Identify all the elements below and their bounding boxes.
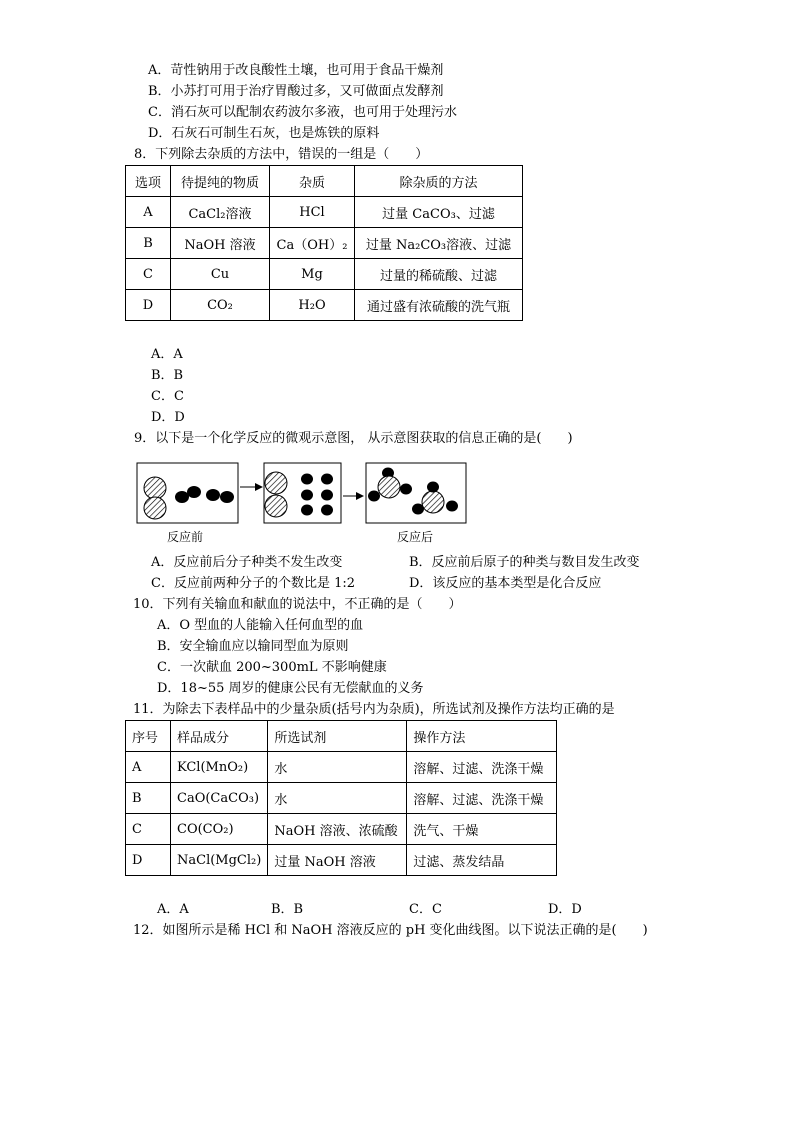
table-cell: 水 (268, 752, 407, 783)
q8-option-a: A．A (151, 347, 183, 362)
table-cell: B (126, 783, 171, 814)
table-header-cell: 除杂质的方法 (355, 166, 523, 197)
q8-table (125, 165, 523, 321)
table-cell: HCl (270, 197, 355, 228)
table-cell: NaCl(MgCl₂) (171, 845, 268, 876)
q7-option-c: C．消石灰可以配制农药波尔多液，也可用于处理污水 (148, 105, 457, 120)
caption-after: 反应后 (397, 530, 434, 544)
table-cell: NaOH 溶液、浓硫酸 (268, 814, 407, 845)
table-cell: H₂O (270, 290, 355, 321)
table-cell: 水 (268, 783, 407, 814)
table-header-cell: 操作方法 (407, 721, 557, 752)
q7-option-d: D．石灰石可制生石灰，也是炼铁的原料 (148, 126, 380, 141)
q8-option-b: B．B (151, 368, 184, 383)
table-cell: CO₂ (171, 290, 270, 321)
table-header-cell: 样品成分 (171, 721, 268, 752)
after-reaction-box (366, 463, 466, 523)
table-cell: A (126, 197, 171, 228)
table-cell: D (126, 845, 171, 876)
table-cell: D (126, 290, 171, 321)
q9-option-b: B．反应前后原子的种类与数目发生改变 (409, 555, 640, 570)
table-cell: CO(CO₂) (171, 814, 268, 845)
table-cell: CaO(CaCO₃) (171, 783, 268, 814)
before-reaction-box (137, 463, 238, 523)
q7-option-a: A．苛性钠用于改良酸性土壤，也可用于食品干燥剂 (148, 63, 444, 78)
q10-option-a: A．O 型血的人能输入任何血型的血 (157, 618, 364, 633)
table-cell: A (126, 752, 171, 783)
q11-option-b: B．B (271, 902, 304, 917)
table-header-cell: 选项 (126, 166, 171, 197)
table-cell: 过量 CaCO₃、过滤 (355, 197, 523, 228)
q9-option-c: C．反应前两种分子的个数比是 1:2 (151, 576, 356, 591)
table-cell: C (126, 814, 171, 845)
table-row (126, 845, 557, 876)
q11-table (125, 720, 557, 876)
table-row (126, 259, 523, 290)
table-cell: NaOH 溶液 (171, 228, 270, 259)
table-header-cell: 杂质 (270, 166, 355, 197)
table-row (126, 814, 557, 845)
table-cell: 过量的稀硫酸、过滤 (355, 259, 523, 290)
table-cell: 溶解、过滤、洗涤干燥 (407, 752, 557, 783)
q11-option-a: A．A (157, 902, 189, 917)
table-cell: 过滤、蒸发结晶 (407, 845, 557, 876)
q11-option-d: D．D (548, 902, 582, 917)
q11-option-c: C．C (409, 902, 442, 917)
table-header-row (126, 721, 557, 752)
q12-stem: 12．如图所示是稀 HCl 和 NaOH 溶液反应的 pH 变化曲线图。以下说法正确的是( ) (133, 923, 648, 938)
table-cell: 洗气、干燥 (407, 814, 557, 845)
q8-option-d: D．D (151, 410, 185, 425)
q11-stem: 11．为除去下表样品中的少量杂质(括号内为杂质)，所选试剂及操作方法均正确的是 (133, 702, 615, 717)
table-cell: Ca（OH）₂ (270, 228, 355, 259)
table-cell: KCl(MnO₂) (171, 752, 268, 783)
q9-stem: 9．以下是一个化学反应的微观示意图， 从示意图获取的信息正确的是( ) (134, 431, 573, 446)
table-cell: 溶解、过滤、洗涤干燥 (407, 783, 557, 814)
q7-option-b: B．小苏打可用于治疗胃酸过多，又可做面点发酵剂 (148, 84, 444, 99)
table-cell: Mg (270, 259, 355, 290)
table-header-row (126, 166, 523, 197)
q10-stem: 10．下列有关输血和献血的说法中，不正确的是（ ） (133, 597, 462, 612)
q8-option-c: C．C (151, 389, 184, 404)
q10-option-d: D．18~55 周岁的健康公民有无偿献血的义务 (157, 681, 424, 696)
caption-before: 反应前 (167, 530, 204, 544)
table-row (126, 228, 523, 259)
table-cell: CaCl₂溶液 (171, 197, 270, 228)
table-cell: 通过盛有浓硫酸的洗气瓶 (355, 290, 523, 321)
table-header-cell: 序号 (126, 721, 171, 752)
table-header-cell: 所选试剂 (268, 721, 407, 752)
table-cell: Cu (171, 259, 270, 290)
q8-stem: 8．下列除去杂质的方法中，错误的一组是（ ） (134, 147, 429, 162)
table-cell: C (126, 259, 171, 290)
intermediate-box (264, 463, 341, 523)
table-row (126, 752, 557, 783)
q10-option-c: C．一次献血 200~300mL 不影响健康 (157, 660, 387, 675)
table-row (126, 290, 523, 321)
table-row (126, 783, 557, 814)
table-cell: 过量 NaOH 溶液 (268, 845, 407, 876)
table-cell: B (126, 228, 171, 259)
q9-option-a: A．反应前后分子种类不发生改变 (151, 555, 343, 570)
table-cell: 过量 Na₂CO₃溶液、过滤 (355, 228, 523, 259)
table-header-cell: 待提纯的物质 (171, 166, 270, 197)
q10-option-b: B．安全输血应以输同型血为原则 (157, 639, 349, 654)
q9-option-d: D．该反应的基本类型是化合反应 (409, 576, 602, 591)
table-row (126, 197, 523, 228)
